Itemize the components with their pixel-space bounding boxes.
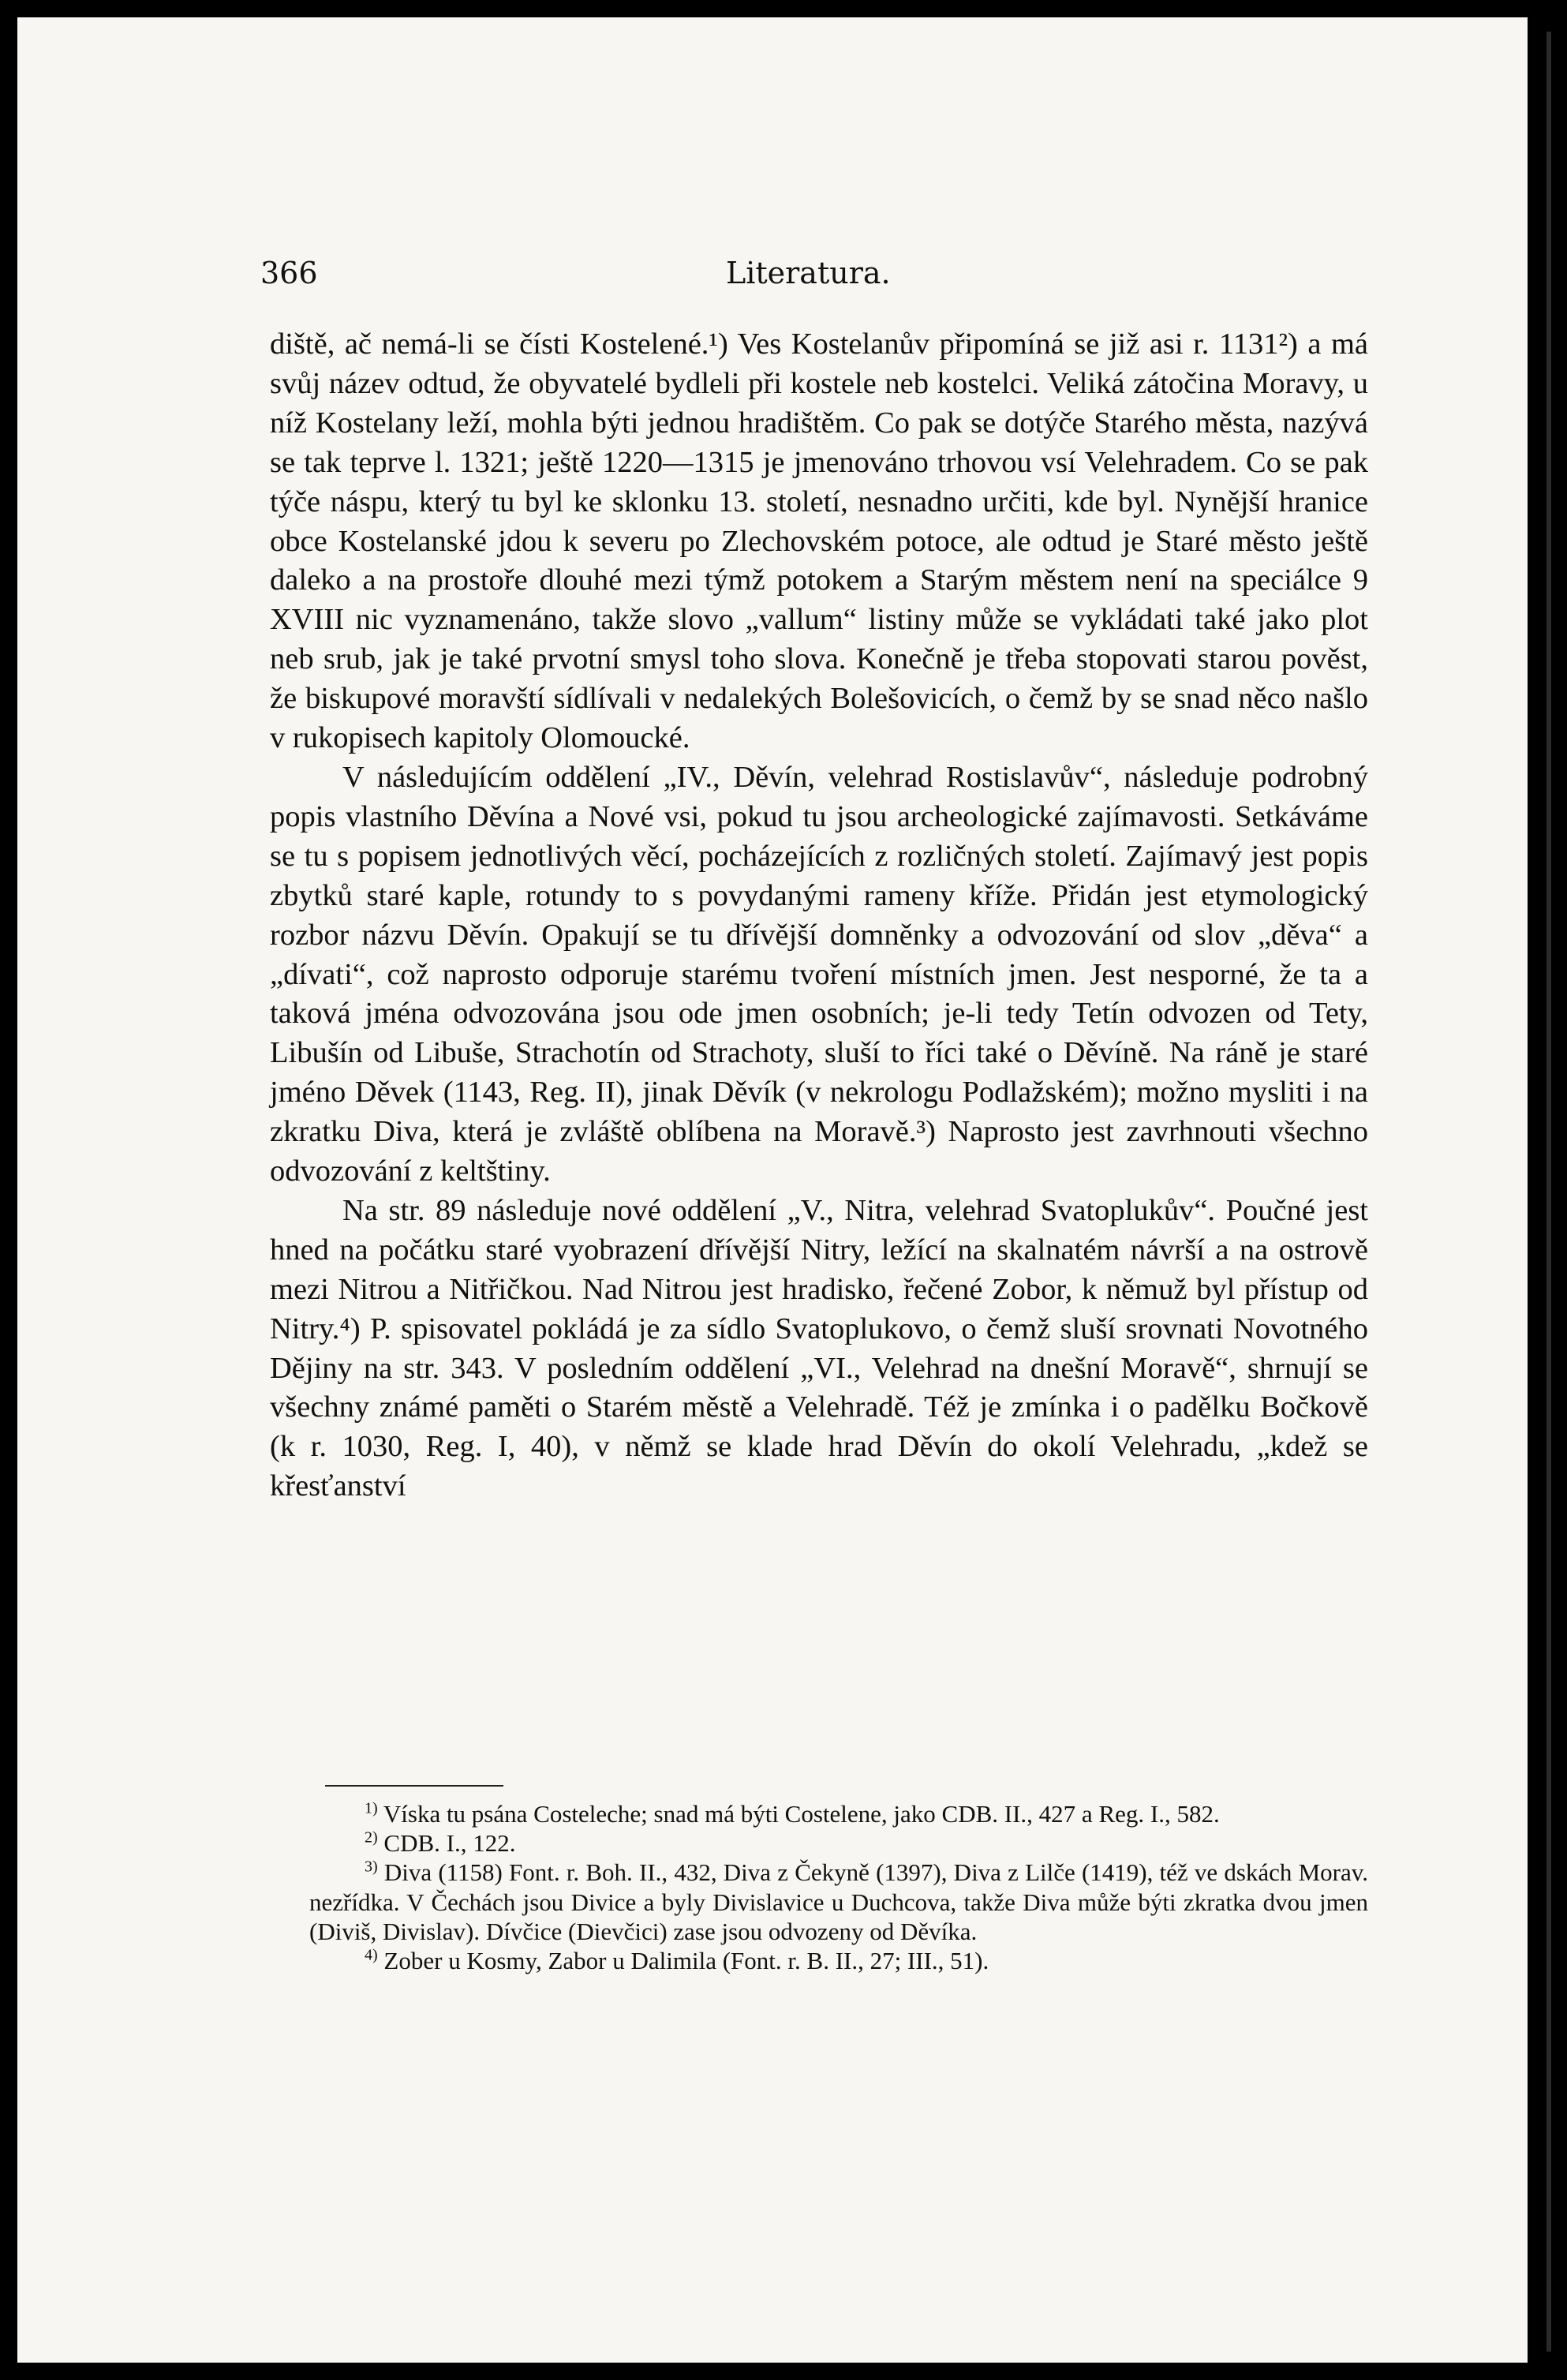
- body-text: [270, 325, 1368, 1506]
- paragraph-1: diště, ač nemá-li se čísti Kostelené.¹) Ves Kostelanův připomíná se již asi r. 1131²) a má svůj název odtud, že obyvatelé bydleli při kostele neb kostelci. Veliká zátočina Moravy, u níž Kostelany leží, mohla býti jednou hradištěm. Co pak se dotýče Starého města, nazývá se tak teprve l. 1321; ještě 1220—1315 je jmenováno trhovou vsí Velehradem. Co se pak týče náspu, který tu byl ke sklonku 13. století, nesnadno určiti, kde byl. Nynější hranice obce Kostelanské jdou k severu po Zlechovském potoce, ale odtud je Staré město ještě daleko a na prostoře dlouhé mezi týmž potokem a Starým městem není na speciálce 9 XVIII nic vyznamenáno, takže slovo „vallum“ listiny může se vykládati také jako plot neb srub, jak je také prvotní smysl toho slova. Konečně je třeba stopovati starou pověst, že biskupové moravští sídlívali v nedalekých Bolešovicích, o čemž by se snad něco našlo v rukopisech kapitoly Olomoucké.: [270, 327, 1368, 755]
- footnote-separator: [325, 1785, 503, 1787]
- footnote-2: [309, 1828, 1368, 1858]
- footnote-text: Víska tu psána Costeleche; snad má býti Costelene, jako CDB. II., 427 a Reg. I., 582.: [383, 1800, 1220, 1828]
- footnote-text: CDB. I., 122.: [383, 1829, 516, 1858]
- paragraph-2: V následujícím oddělení „IV., Děvín, velehrad Rostislavův“, následuje podrobný popis vlastního Děvína a Nové vsi, pokud tu jsou archeologické zajímavosti. Setkáváme se tu s popisem jednotlivých věcí, pocházejících z rozličných století. Zajímavý jest popis zbytků staré kaple, rotundy to s povydanými rameny kříže. Přidán jest etymologický rozbor názvu Děvín. Opakují se tu dřívější domněnky a odvozování od slov „děva“ a „dívati“, což naprosto odporuje starému tvoření místních jmen. Jest nesporné, že ta a taková jména odvozována jsou ode jmen osobních; je-li tedy Tetín odvozen od Tety, Libušín od Libuše, Strachotín od Strachoty, sluší to říci také o Děvíně. Na ráně je staré jméno Děvek (1143, Reg. II), jinak Děvík (v nekrologu Podlažském); možno mysliti i na zkratku Diva, která je zvláště oblíbena na Moravě.³) Naprosto jest zavrhnouti všechno odvozování z keltštiny.: [270, 760, 1368, 1188]
- book-page: [17, 17, 1528, 2363]
- footnote-mark: 4): [365, 1946, 378, 1964]
- footnote-text: Zober u Kosmy, Zabor u Dalimila (Font. r. B. II., 27; III., 51).: [383, 1947, 989, 1975]
- page-edge-shadow: [1546, 32, 1551, 2352]
- footnotes: [309, 1799, 1368, 1975]
- page-number: 366: [260, 256, 318, 290]
- footnote-4: [309, 1946, 1368, 1975]
- footnote-1: [309, 1799, 1368, 1828]
- footnote-mark: 2): [365, 1828, 378, 1847]
- footnote-text: Diva (1158) Font. r. Boh. II., 432, Diva z Čekyně (1397), Diva z Lilče (1419), též ve dskách Morav. nezřídka. V Čechách jsou Divice a byly Divislavice u Duchcova, takže Diva může býti zkratka dvou jmen (Diviš, Divislav). Dívčice (Dievčici) zase jsou odvozeny od Děvíka.: [309, 1858, 1369, 1945]
- paragraph-3: Na str. 89 následuje nové oddělení „V., Nitra, velehrad Svatoplukův“. Poučné jest hned na počátku staré vyobrazení dřívější Nitry, ležící na skalnatém návrší a na ostrově mezi Nitrou a Nitřičkou. Nad Nitrou jest hradisko, řečené Zobor, k němuž byl přístup od Nitry.⁴) P. spisovatel pokládá je za sídlo Svatoplukovo, o čemž sluší srovnati Novotného Dějiny na str. 343. V posledním oddělení „VI., Velehrad na dnešní Moravě“, shrnují se všechny známé paměti o Starém městě a Velehradě. Též je zmínka i o padělku Bočkově (k r. 1030, Reg. I, 40), v němž se klade hrad Děvín do okolí Velehradu, „kdež se křesťanství: [270, 1193, 1368, 1503]
- footnote-mark: 1): [365, 1799, 378, 1817]
- footnote-3: [309, 1858, 1368, 1946]
- footnote-mark: 3): [365, 1858, 378, 1877]
- running-title: Literatura.: [726, 256, 891, 290]
